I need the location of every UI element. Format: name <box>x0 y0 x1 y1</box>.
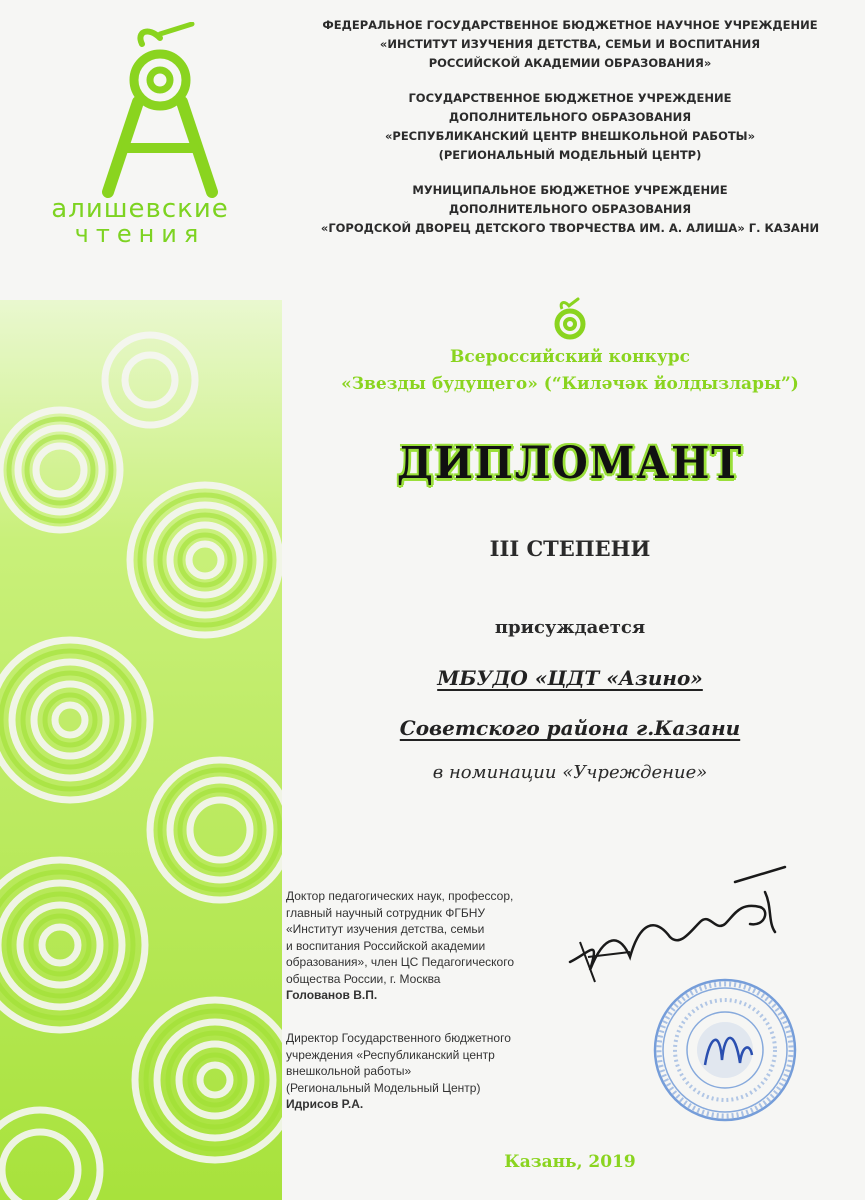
logo-title-line2: чтения <box>74 220 206 248</box>
diploma-title: ДИПЛОМАНТ <box>396 438 744 489</box>
signatory-line: образования», член ЦС Педагогического <box>286 955 514 969</box>
apple-a-logo-icon <box>60 22 260 202</box>
signatory-line: Директор Государственного бюджетного <box>286 1031 511 1045</box>
organization-block <box>290 16 850 73</box>
organization-block <box>290 181 850 238</box>
contest-name <box>290 344 850 398</box>
place-and-year: Казань, 2019 <box>504 1152 636 1172</box>
signatory-name: Голованов В.П. <box>286 988 378 1002</box>
official-stamp <box>650 975 800 1130</box>
signatory-line: Доктор педагогических наук, профессор, <box>286 889 514 903</box>
org-line: ГОСУДАРСТВЕННОЕ БЮДЖЕТНОЕ УЧРЕЖДЕНИЕ <box>408 91 732 105</box>
signatory-line: «Институт изучения детства, семьи <box>286 922 485 936</box>
org-line: РОССИЙСКОЙ АКАДЕМИИ ОБРАЗОВАНИЯ» <box>428 56 712 70</box>
logo-title-line1: алишевские <box>51 194 229 224</box>
signatory-line: и воспитания Российской академии <box>286 938 486 953</box>
organization-block <box>290 89 850 165</box>
org-line: МУНИЦИПАЛЬНОЕ БЮДЖЕТНОЕ УЧРЕЖДЕНИЕ <box>412 183 728 197</box>
org-line: ДОПОЛНИТЕЛЬНОГО ОБРАЗОВАНИЯ <box>448 202 692 216</box>
logo-title <box>40 196 240 246</box>
awarded-text: присуждается <box>494 617 646 638</box>
org-line: «РЕСПУБЛИКАНСКИЙ ЦЕНТР ВНЕШКОЛЬНОЙ РАБОТЫ» <box>384 129 756 143</box>
organizations-header <box>290 16 850 254</box>
org-line: ФЕДЕРАЛЬНОЕ ГОСУДАРСТВЕННОЕ БЮДЖЕТНОЕ НАУЧНОЕ УЧРЕЖДЕНИЕ <box>322 18 818 32</box>
signatory-line: (Региональный Модельный Центр) <box>286 1080 481 1095</box>
logo <box>60 22 260 207</box>
signatory-line: общества России, г. Москва <box>286 971 441 986</box>
org-line: (РЕГИОНАЛЬНЫЙ МОДЕЛЬНЫЙ ЦЕНТР) <box>438 148 702 162</box>
signatory-name: Идрисов Р.А. <box>286 1097 364 1111</box>
org-line: «ГОРОДСКОЙ ДВОРЕЦ ДЕТСКОГО ТВОРЧЕСТВА ИМ. А. АЛИША» Г. КАЗАНИ <box>320 221 820 235</box>
apple-swirl-icon <box>553 297 587 346</box>
signatory-line: учреждения «Республиканский центр <box>286 1047 495 1062</box>
diploma-degree: III СТЕПЕНИ <box>489 536 651 561</box>
contest-line1: Всероссийский конкурс <box>450 347 690 367</box>
recipient-line2: Советского района г.Казани <box>399 716 741 740</box>
nomination-text: в номинации «Учреждение» <box>432 762 708 783</box>
signatory-block <box>286 888 566 1004</box>
org-line: ДОПОЛНИТЕЛЬНОГО ОБРАЗОВАНИЯ <box>448 110 692 124</box>
signatory-block <box>286 1030 566 1113</box>
signatory-line: главный научный сотрудник ФГБНУ <box>286 905 486 920</box>
contest-line2: «Звезды будущего» (“Киләчәк йолдызлары”) <box>341 374 799 394</box>
signatory-line: внешкольной работы» <box>286 1064 412 1078</box>
org-line: «ИНСТИТУТ ИЗУЧЕНИЯ ДЕТСТВА, СЕМЬИ И ВОСПИТАНИЯ <box>379 37 761 51</box>
recipient-line1: МБУДО «ЦДТ «Азино» <box>437 666 703 690</box>
